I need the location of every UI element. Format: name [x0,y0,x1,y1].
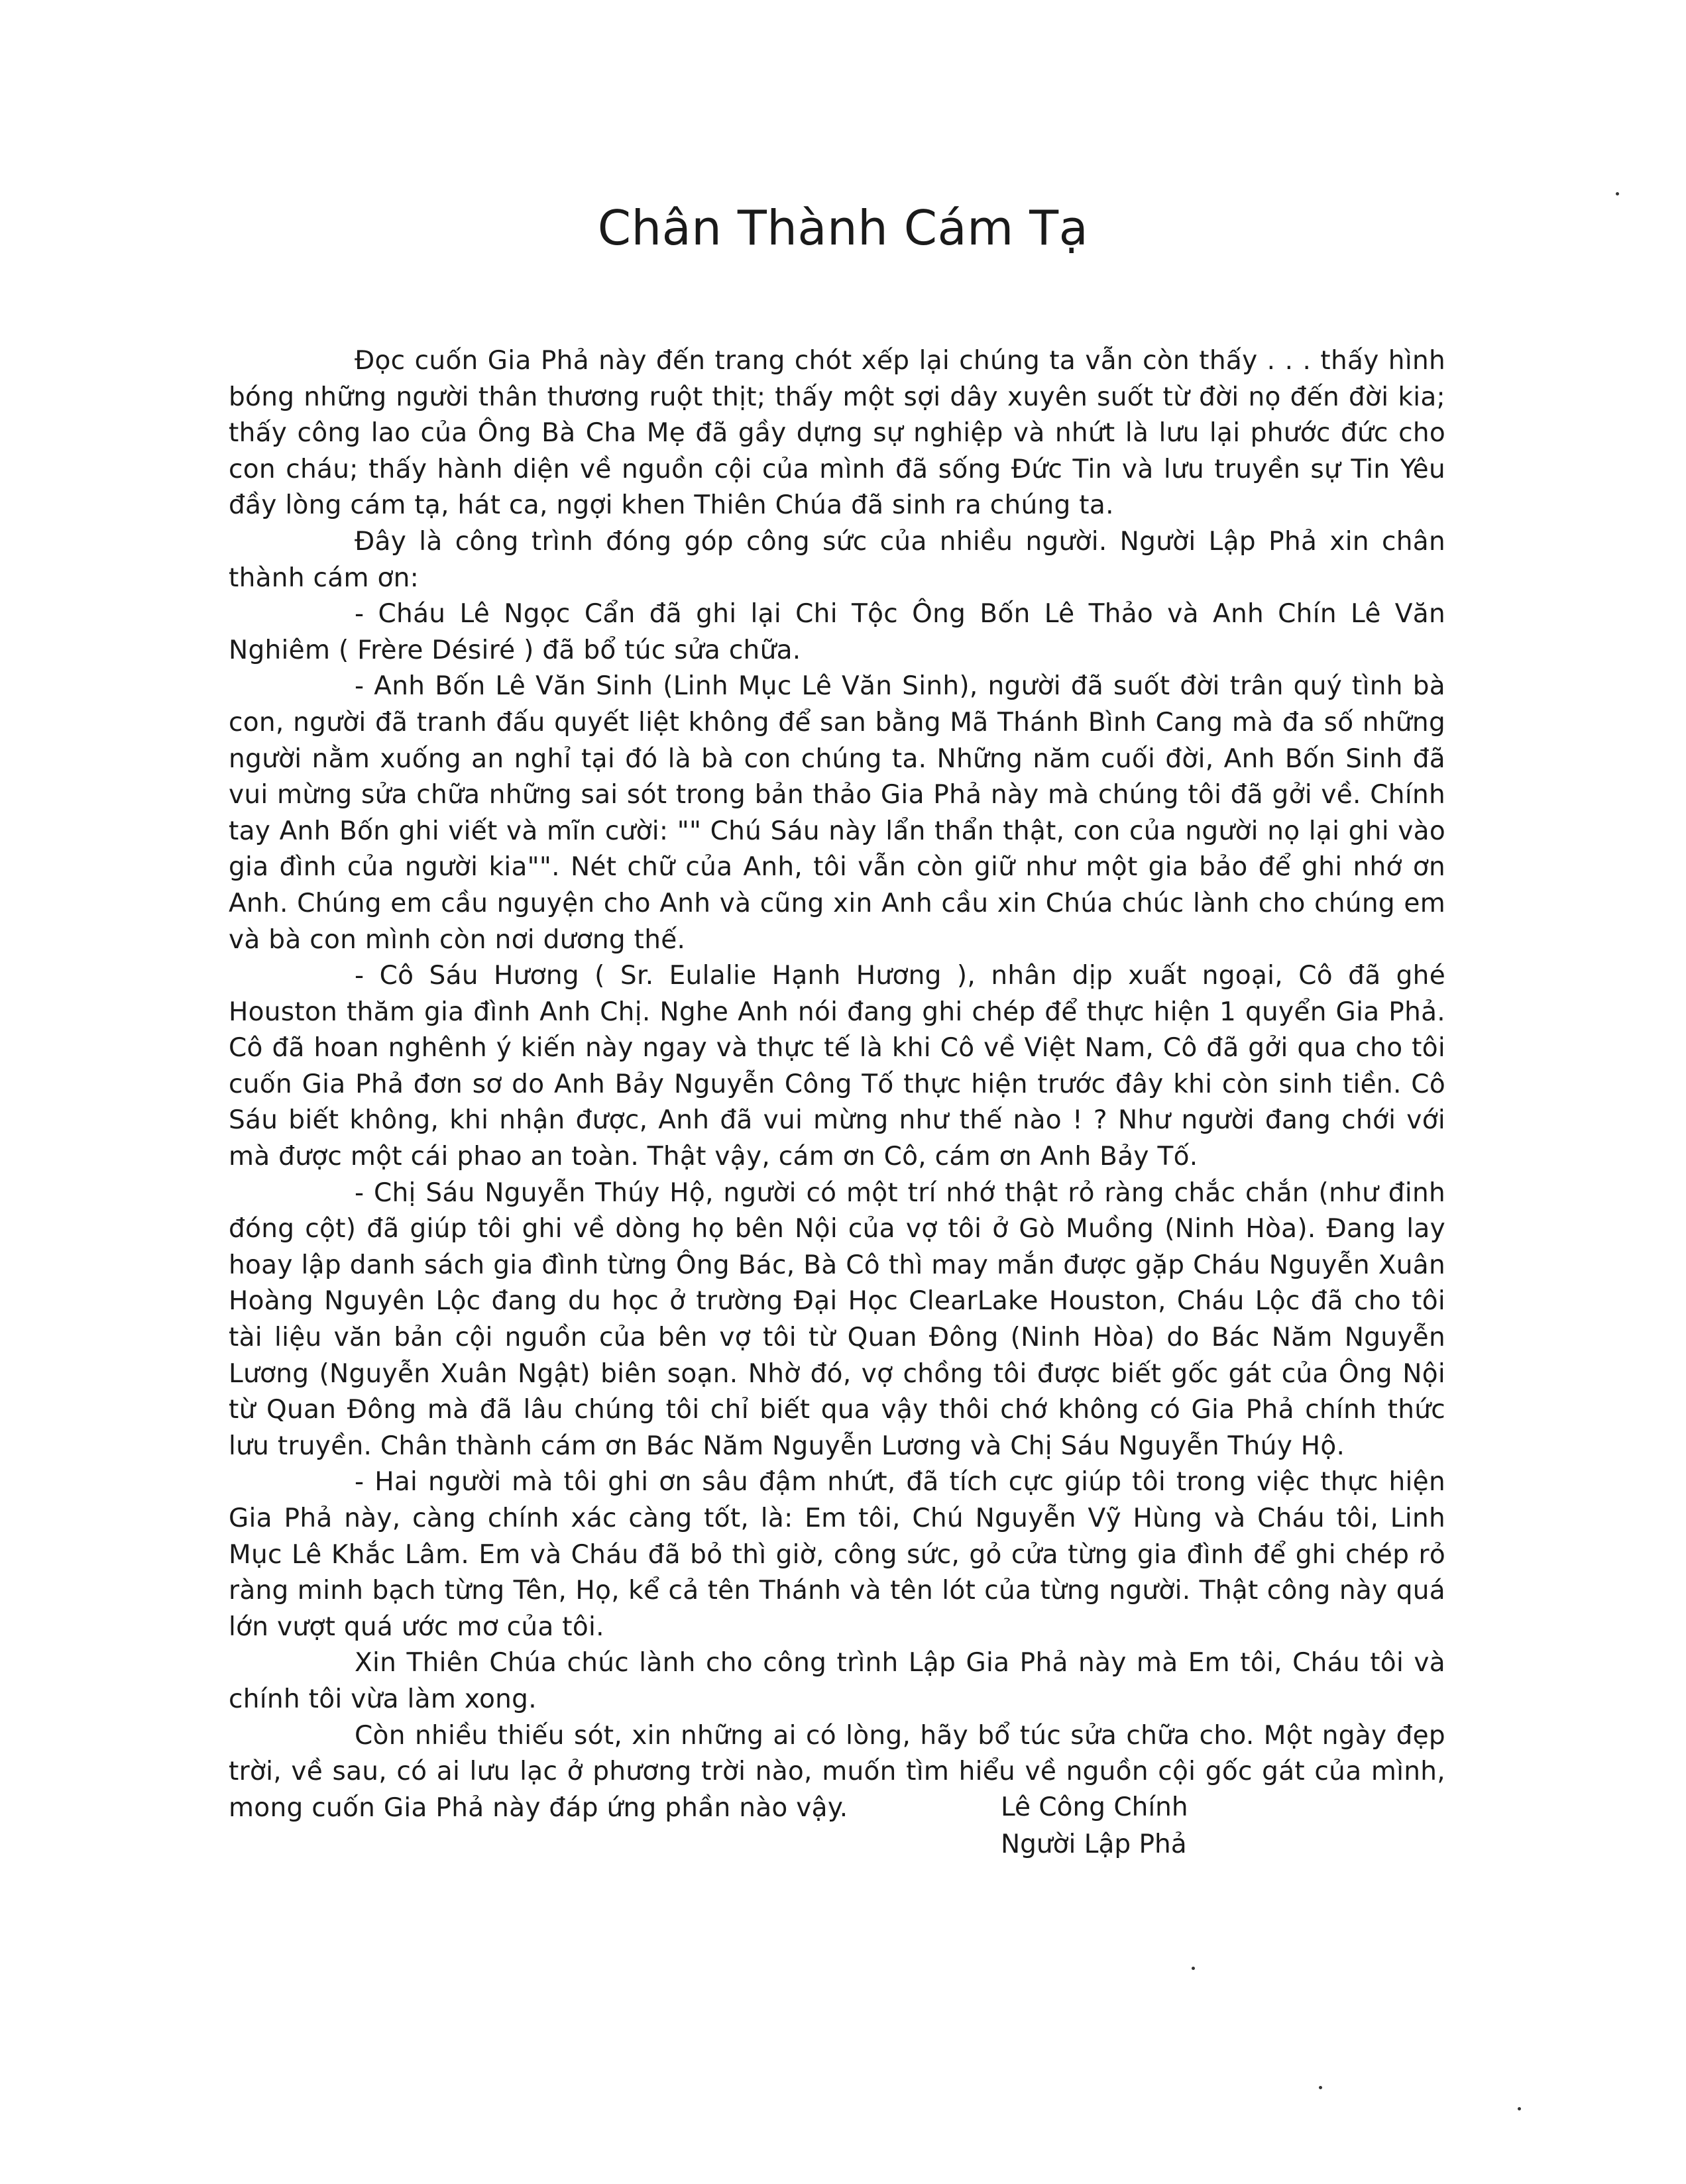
paragraph-thanks-can: - Cháu Lê Ngọc Cẩn đã ghi lại Chi Tộc Ông Bốn Lê Thảo và Anh Chín Lê Văn Nghiêm ( Frère Désiré ) đã bổ túc sửa chữa. [229,599,1445,665]
document-body [229,343,1445,1826]
paragraph-thanks-sinh: - Anh Bốn Lê Văn Sinh (Linh Mục Lê Văn Sinh), người đã suốt đời trân quý tình bà con, người đã tranh đấu quyết liệt không để san bằng Mã Thánh Bình Cang mà đa số những người nằm xuống an nghỉ tại đó là bà con chúng ta. Những năm cuối đời, Anh Bốn Sinh đã vui mừng sửa chữa những sai sót trong bản thảo Gia Phả này mà chúng tôi đã gởi về. Chính tay Anh Bốn ghi viết và mĩn cười: "" Chú Sáu này lẩn thẩn thật, con của người nọ lại ghi vào gia đình của người kia"". Nét chữ của Anh, tôi vẫn còn giữ như một gia bảo để ghi nhớ ơn Anh. Chúng em cầu nguyện cho Anh và cũng xin Anh cầu xin Chúa chúc lành cho chúng em và bà con mình còn nơi dương thế. [229,671,1445,955]
paragraph-intro: Đọc cuốn Gia Phả này đến trang chót xếp lại chúng ta vẫn còn thấy . . . thấy hình bóng những người thân thương ruột thịt; thấy một sợi dây xuyên suốt từ đời nọ đến đời kia; thấy công lao của Ông Bà Cha Mẹ đã gầy dựng sự nghiệp và nhứt là lưu lại phước đức cho con cháu; thấy hành diện về nguồn cội của mình đã sống Đức Tin và lưu truyền sự Tin Yêu đầy lòng cám tạ, hát ca, ngợi khen Thiên Chúa đã sinh ra chúng ta. [229,346,1445,521]
paragraph-closing: Còn nhiều thiếu sót, xin những ai có lòng, hãy bổ túc sửa chữa cho. Một ngày đẹp trời, về sau, có ai lưu lạc ở phương trời nào, muốn tìm hiểu về nguồn cội gốc gát của mình, mong cuốn Gia Phả này đáp ứng phần nào vậy. [229,1720,1445,1823]
paragraph-thanks-ho: - Chị Sáu Nguyễn Thúy Hộ, người có một trí nhớ thật rỏ ràng chắc chắn (như đinh đóng cột) đã giúp tôi ghi về dòng họ bên Nội của vợ tôi ở Gò Muồng (Ninh Hòa). Đang lay hoay lập danh sách gia đình từng Ông Bác, Bà Cô thì may mắn được gặp Cháu Nguyễn Xuân Hoàng Nguyên Lộc đang du học ở trường Đại Học ClearLake Houston, Cháu Lộc đã cho tôi tài liệu văn bản cội nguồn của bên vợ tôi từ Quan Đông (Ninh Hòa) do Bác Năm Nguyễn Lương (Nguyễn Xuân Ngật) biên soạn. Nhờ đó, vợ chồng tôi được biết gốc gát của Ông Nội từ Quan Đông mà đã lâu chúng tôi chỉ biết qua vậy thôi chớ không có Gia Phả chính thức lưu truyền. Chân thành cám ơn Bác Năm Nguyễn Lương và Chị Sáu Nguyễn Thúy Hộ. [229,1177,1445,1461]
paragraph-thanks-huong: - Cô Sáu Hương ( Sr. Eulalie Hạnh Hương ), nhân dịp xuất ngoại, Cô đã ghé Houston thăm gia đình Anh Chị. Nghe Anh nói đang ghi chép để thực hiện 1 quyển Gia Phả. Cô đã hoan nghênh ý kiến này ngay và thực tế là khi Cô về Việt Nam, Cô đã gởi qua cho tôi cuốn Gia Phả đơn sơ do Anh Bảy Nguyễn Công Tố thực hiện trước đây khi còn sinh tiền. Cô Sáu biết không, khi nhận được, Anh đã vui mừng như thế nào ! ? Như người đang chới với mà được một cái phao an toàn. Thật vậy, cám ơn Cô, cám ơn Anh Bảy Tố. [229,961,1445,1172]
signature-block [1001,1789,1188,1863]
scan-speck [1518,2107,1521,2110]
scan-speck [1319,2086,1322,2089]
signature-role: Người Lập Phả [1001,1829,1187,1859]
scan-speck [1616,192,1619,195]
scan-speck [1192,1967,1195,1970]
signature-name: Lê Công Chính [1001,1792,1188,1822]
paragraph-blessing: Xin Thiên Chúa chúc lành cho công trình Lập Gia Phả này mà Em tôi, Cháu tôi và chính tôi vừa làm xong. [229,1648,1445,1714]
page-title: Chân Thành Cám Tạ [597,200,1089,256]
paragraph-thanks-intro: Đây là công trình đóng góp công sức của nhiều người. Người Lập Phả xin chân thành cám ơn: [229,526,1445,593]
paragraph-thanks-hung-lam: - Hai người mà tôi ghi ơn sâu đậm nhứt, đã tích cực giúp tôi trong việc thực hiện Gia Phả này, càng chính xác càng tốt, là: Em tôi, Chú Nguyễn Vỹ Hùng và Cháu tôi, Linh Mục Lê Khắc Lâm. Em và Cháu đã bỏ thì giờ, công sức, gỏ cửa từng gia đình để ghi chép rỏ ràng minh bạch từng Tên, Họ, kể cả tên Thánh và tên lót của từng người. Thật công này quá lớn vượt quá ước mơ của tôi. [229,1467,1445,1642]
